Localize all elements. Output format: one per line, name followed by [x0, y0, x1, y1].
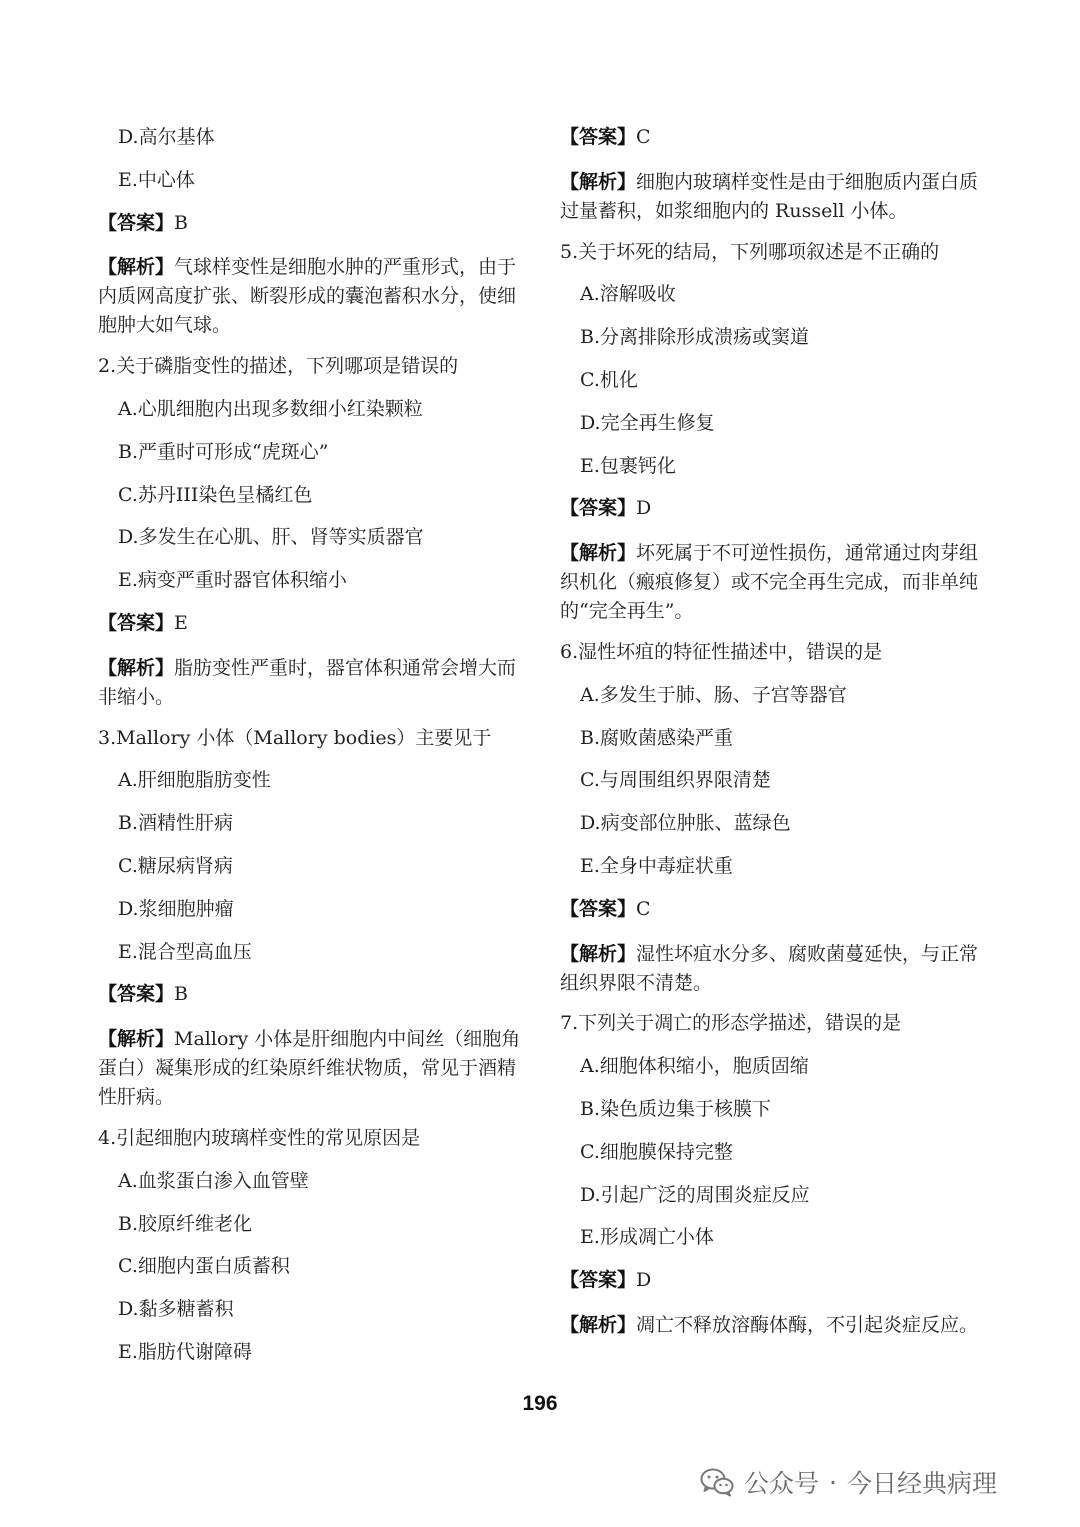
option-c: C.糖尿病肾病 — [118, 854, 233, 877]
analysis-paragraph — [98, 654, 528, 712]
analysis-text: 气球样变性是细胞水肿的严重形式，由于内质网高度扩张、断裂形成的囊泡蓄积水分，使细胞肿大如气球。 — [98, 256, 517, 337]
option-a: A.多发生于肺、肠、子宫等器官 — [580, 683, 847, 706]
answer-label: 【答案】 — [98, 611, 175, 634]
answer-label: 【答案】 — [560, 497, 637, 520]
question-stem: 6.湿性坏疽的特征性描述中，错误的是 — [560, 640, 883, 663]
answer-value: D — [636, 1269, 652, 1292]
option-b: B.酒精性肝病 — [118, 812, 234, 835]
option-d: D.多发生在心肌、肝、肾等实质器官 — [118, 526, 424, 549]
analysis-paragraph — [560, 539, 990, 626]
answer-line — [560, 1268, 990, 1293]
analysis-text: 坏死属于不可逆性损伤，通常通过肉芽组织机化（瘢痕修复）或不完全再生完成，而非单纯的“完全再生”。 — [560, 542, 979, 623]
answer-label: 【答案】 — [98, 211, 175, 234]
option-b: B.胶原纤维老化 — [118, 1212, 253, 1235]
option-a: A.肝细胞脂肪变性 — [118, 769, 271, 792]
option-a: A.细胞体积缩小，胞质固缩 — [580, 1055, 809, 1078]
answer-value: B — [174, 211, 188, 234]
analysis-label: 【解析】 — [98, 256, 175, 279]
option-d: D.完全再生修复 — [580, 411, 715, 434]
answer-label: 【答案】 — [560, 1269, 637, 1292]
option-a: A.心肌细胞内出现多数细小红染颗粒 — [118, 397, 423, 420]
option-d: D.引起广泛的周围炎症反应 — [580, 1183, 810, 1206]
analysis-paragraph — [560, 1311, 990, 1340]
option-d: D.黏多糖蓄积 — [118, 1298, 234, 1321]
answer-line — [98, 211, 528, 236]
analysis-paragraph — [98, 253, 528, 340]
answer-value: C — [636, 897, 651, 920]
analysis-label: 【解析】 — [560, 1313, 637, 1336]
analysis-text: 凋亡不释放溶酶体酶，不引起炎症反应。 — [636, 1313, 979, 1336]
answer-value: C — [636, 126, 651, 148]
option-e: E.中心体 — [118, 168, 195, 191]
option-e: E.混合型高血压 — [118, 940, 252, 963]
question-stem: 2.关于磷脂变性的描述，下列哪项是错误的 — [98, 355, 459, 378]
answer-label: 【答案】 — [560, 897, 637, 920]
option-b: B.分离排除形成溃疡或窦道 — [580, 326, 810, 349]
analysis-label: 【解析】 — [98, 656, 175, 679]
option-c: C.机化 — [580, 368, 638, 391]
answer-value: E — [174, 611, 188, 634]
question-stem: 5.关于坏死的结局，下列哪项叙述是不正确的 — [560, 240, 940, 263]
analysis-paragraph — [560, 940, 990, 998]
option-e: E.形成凋亡小体 — [580, 1226, 714, 1249]
answer-label: 【答案】 — [560, 126, 637, 148]
answer-line — [560, 496, 990, 521]
option-e: E.包裹钙化 — [580, 454, 676, 477]
option-c: C.与周围组织界限清楚 — [580, 769, 771, 792]
question-stem: 4.引起细胞内玻璃样变性的常见原因是 — [98, 1126, 421, 1149]
option-b: B.腐败菌感染严重 — [580, 726, 734, 749]
answer-label: 【答案】 — [98, 983, 175, 1006]
watermark — [700, 1462, 997, 1502]
option-d: D.高尔基体 — [118, 126, 215, 148]
option-c: C.苏丹III染色呈橘红色 — [118, 483, 313, 506]
answer-line — [560, 897, 990, 922]
option-e: E.全身中毒症状重 — [580, 854, 733, 877]
answer-line — [98, 982, 528, 1007]
option-c: C.细胞内蛋白质蓄积 — [118, 1255, 290, 1278]
analysis-text: 脂肪变性严重时，器官体积通常会增大而非缩小。 — [98, 656, 517, 708]
answer-line — [98, 611, 528, 636]
option-e: E.脂肪代谢障碍 — [118, 1340, 252, 1363]
option-a: A.血浆蛋白渗入血管壁 — [118, 1169, 309, 1192]
watermark-separator: · — [829, 1467, 837, 1497]
option-e: E.病变严重时器官体积缩小 — [118, 569, 347, 592]
analysis-label: 【解析】 — [560, 170, 637, 193]
analysis-label: 【解析】 — [560, 542, 637, 565]
question-stem: 7.下列关于凋亡的形态学描述，错误的是 — [560, 1012, 902, 1035]
analysis-text: 湿性坏疽水分多、腐败菌蔓延快，与正常组织界限不清楚。 — [560, 942, 979, 994]
analysis-label: 【解析】 — [98, 1028, 175, 1051]
analysis-paragraph — [98, 1025, 528, 1112]
page-number: 196 — [522, 1392, 558, 1415]
watermark-account: 今日经典病理 — [846, 1469, 997, 1498]
left-column — [98, 125, 528, 1383]
answer-value: B — [174, 983, 188, 1006]
right-column — [560, 125, 990, 1354]
option-b: B.染色质边集于核膜下 — [580, 1097, 772, 1120]
analysis-text: Mallory 小体是肝细胞内中间丝（细胞角蛋白）凝集形成的红染原纤维状物质，常见于酒精性肝病。 — [98, 1028, 521, 1109]
wechat-icon — [700, 1467, 734, 1497]
analysis-text: 细胞内玻璃样变性是由于细胞质内蛋白质过量蓄积，如浆细胞内的 Russell 小体。 — [560, 170, 979, 222]
analysis-paragraph — [560, 168, 990, 226]
analysis-label: 【解析】 — [560, 942, 637, 965]
option-a: A.溶解吸收 — [580, 283, 676, 306]
answer-line — [560, 125, 990, 150]
option-b: B.严重时可形成“虎斑心” — [118, 440, 329, 463]
option-d: D.病变部位肿胀、蓝绿色 — [580, 812, 791, 835]
question-stem: 3.Mallory 小体（Mallory bodies）主要见于 — [98, 726, 492, 749]
answer-value: D — [636, 497, 652, 520]
option-d: D.浆细胞肿瘤 — [118, 897, 234, 920]
watermark-prefix: 公众号 — [744, 1469, 820, 1498]
option-c: C.细胞膜保持完整 — [580, 1140, 733, 1163]
